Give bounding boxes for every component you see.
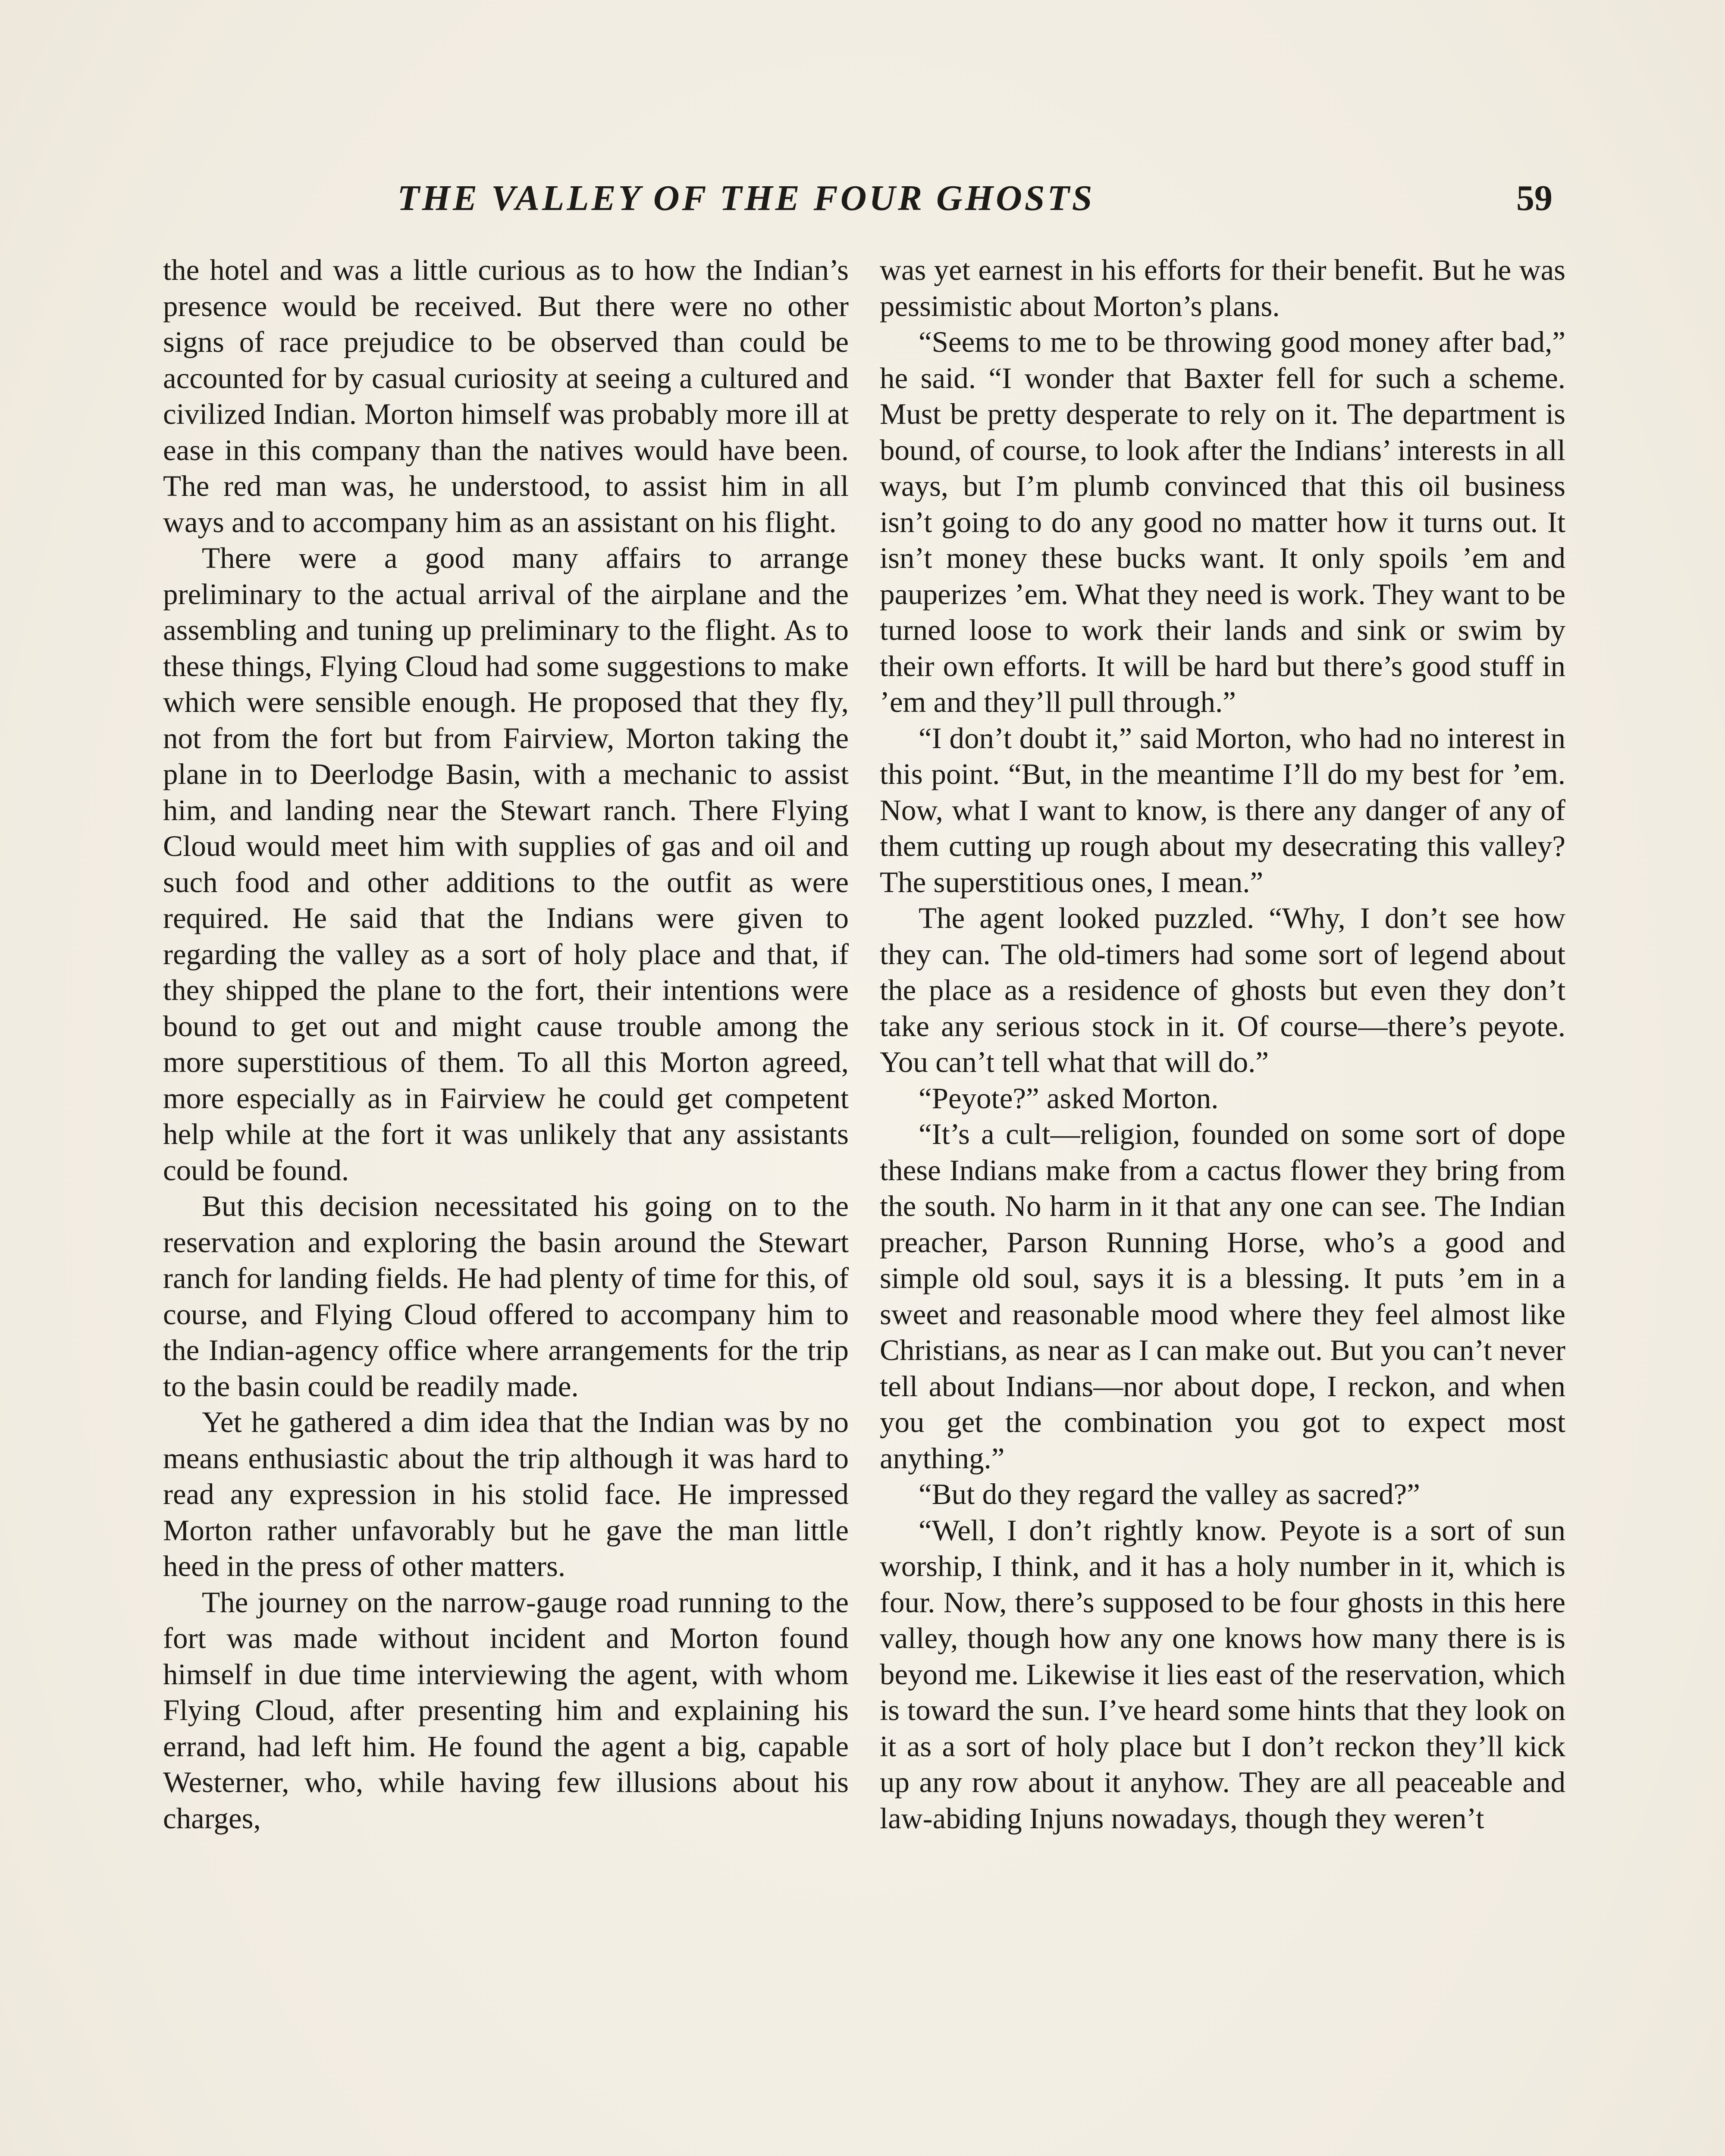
- paragraph: “Seems to me to be throwing good money after bad,” he said. “I wonder that Baxter fell for such a scheme. Must be pretty desperate to rely on it. The department is bound, of course, to look after the Indians’ interests in all ways, but I’m plumb convinced that this oil business isn’t going to do any good no matter how it turns out. It isn’t money these bucks want. It only spoils ’em and pauperizes ’em. What they need is work. They want to be turned loose to work their lands and sink or swim by their own efforts. It will be hard but there’s good stuff in ’em and they’ll pull through.”: [880, 326, 1565, 718]
- paragraph: The journey on the narrow-gauge road running to the fort was made without incident and Morton found himself in due time interviewing the agent, with whom Flying Cloud, after presenting him and explaining his errand, had left him. He found the agent a big, capable Westerner, who, while having few illusions about his charges,: [163, 1586, 849, 1835]
- paragraph: the hotel and was a little curious as to how the Indian’s presence would be received. But there were no other signs of race prejudice to be observed than could be accounted for by casual curiosity at seeing a cultured and civilized Indian. Morton himself was probably more ill at ease in this company than the natives would have been. The red man was, he understood, to assist him in all ways and to accompany him as an assistant on his flight.: [163, 254, 849, 539]
- paragraph: “Well, I don’t rightly know. Peyote is a sort of sun worship, I think, and it has a holy number in it, which is four. Now, there’s supposed to be four ghosts in this here valley, though how any one knows how many there is is beyond me. Likewise it lies east of the reservation, which is toward the sun. I’ve heard some hints that they look on it as a sort of holy place but I don’t reckon they’ll kick up any row about it anyhow. They are all peaceable and law-abiding Injuns nowadays, though they weren’t: [880, 1514, 1565, 1835]
- paragraph: “It’s a cult—religion, founded on some sort of dope these Indians make from a cactus flower they bring from the south. No harm in it that any one can see. The Indian preacher, Parson Running Horse, who’s a good and simple old soul, says it is a blessing. It puts ’em in a sweet and reasonable mood where they feel almost like Christians, as near as I can make out. But you can’t never tell about Indians—nor about dope, I reckon, and when you get the combination you got to expect most anything.”: [880, 1118, 1565, 1475]
- paragraph: “But do they regard the valley as sacred?”: [919, 1478, 1420, 1510]
- paragraph: “Peyote?” asked Morton.: [919, 1081, 1219, 1115]
- paragraph: The agent looked puzzled. “Why, I don’t see how they can. The old-timers had some sort of legend about the place as a residence of ghosts but even they don’t take any serious stock in it. Of course—there’s peyote. You can’t tell what that will do.”: [880, 902, 1565, 1078]
- paragraph: But this decision necessitated his going on to the reservation and exploring the basin around the Stewart ranch for landing fields. He had plenty of time for this, of course, and Flying Cloud offered to accompany him to the Indian-agency office where arrangements for the trip to the basin could be readily made.: [163, 1190, 849, 1403]
- running-header: [160, 170, 1561, 226]
- paragraph: was yet earnest in his efforts for their benefit. But he was pessimistic about Morton’s plans.: [880, 254, 1565, 323]
- running-title: THE VALLEY OF THE FOUR GHOSTS: [397, 178, 1095, 218]
- left-column: [163, 252, 849, 1836]
- paragraph: There were a good many affairs to arrange preliminary to the actual arrival of the airplane and the assembling and tuning up preliminary to the flight. As to these things, Flying Cloud had some suggestions to make which were sensible enough. He proposed that they fly, not from the fort but from Fairview, Morton taking the plane in to Deerlodge Basin, with a mechanic to assist him, and landing near the Stewart ranch. There Flying Cloud would meet him with supplies of gas and oil and such food and other additions to the outfit as were required. He said that the Indians were given to regarding the valley as a sort of holy place and that, if they shipped the plane to the fort, their intentions were bound to get out and might cause trouble among the more superstitious of them. To all this Morton agreed, more especially as in Fairview he could get competent help while at the fort it was unlikely that any assistants could be found.: [163, 542, 849, 1187]
- paragraph: Yet he gathered a dim idea that the Indian was by no means enthusiastic about the trip although it was hard to read any expression in his stolid face. He impressed Morton rather unfavorably but he gave the man little heed in the press of other matters.: [163, 1406, 849, 1583]
- paragraph: “I don’t doubt it,” said Morton, who had no interest in this point. “But, in the meantime I’ll do my best for ’em. Now, what I want to know, is there any danger of any of them cutting up rough about my desecrating this valley? The superstitious ones, I mean.”: [880, 721, 1565, 899]
- page-number: 59: [1516, 178, 1552, 218]
- right-column: [880, 252, 1565, 1836]
